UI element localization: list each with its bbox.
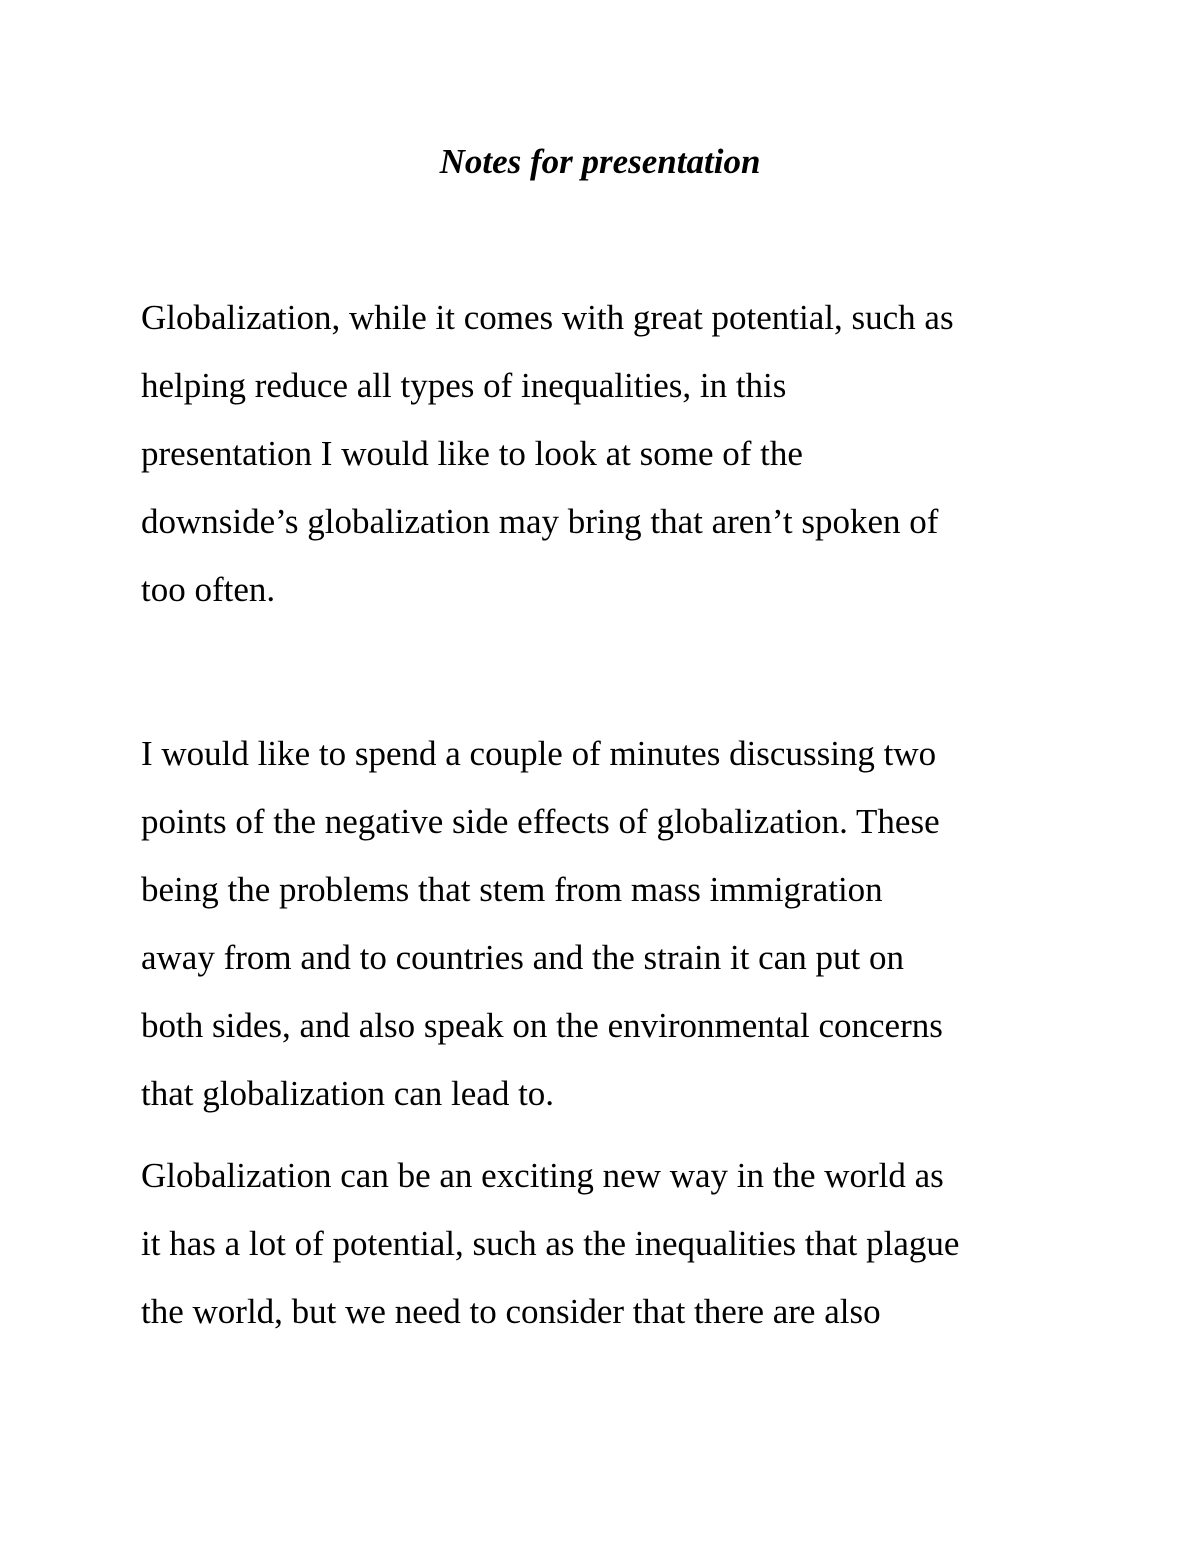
document-title: Notes for presentation: [439, 142, 761, 181]
paragraph-line: presentation I would like to look at some of the: [141, 434, 803, 473]
paragraph-2: [141, 720, 1141, 1128]
paragraph-line: that globalization can lead to.: [141, 1074, 555, 1113]
paragraph-line: both sides, and also speak on the environmental concerns: [141, 1006, 943, 1045]
paragraph-1: [141, 284, 1141, 624]
paragraph-line: it has a lot of potential, such as the inequalities that plague: [141, 1224, 960, 1263]
paragraph-line: points of the negative side effects of globalization. These: [141, 802, 940, 841]
paragraph-line: I would like to spend a couple of minutes discussing two: [141, 734, 937, 773]
paragraph-line: being the problems that stem from mass immigration: [141, 870, 883, 909]
paragraph-line: too often.: [141, 570, 276, 609]
paragraph-3: [141, 1142, 1141, 1346]
paragraph-line: Globalization can be an exciting new way in the world as: [141, 1156, 944, 1195]
paragraph-line: helping reduce all types of inequalities, in this: [141, 366, 787, 405]
paragraph-line: the world, but we need to consider that there are also: [141, 1292, 881, 1331]
paragraph-line: downside’s globalization may bring that aren’t spoken of: [141, 502, 939, 541]
paragraph-line: away from and to countries and the strain it can put on: [141, 938, 904, 977]
paragraph-line: Globalization, while it comes with great potential, such as: [141, 298, 954, 337]
